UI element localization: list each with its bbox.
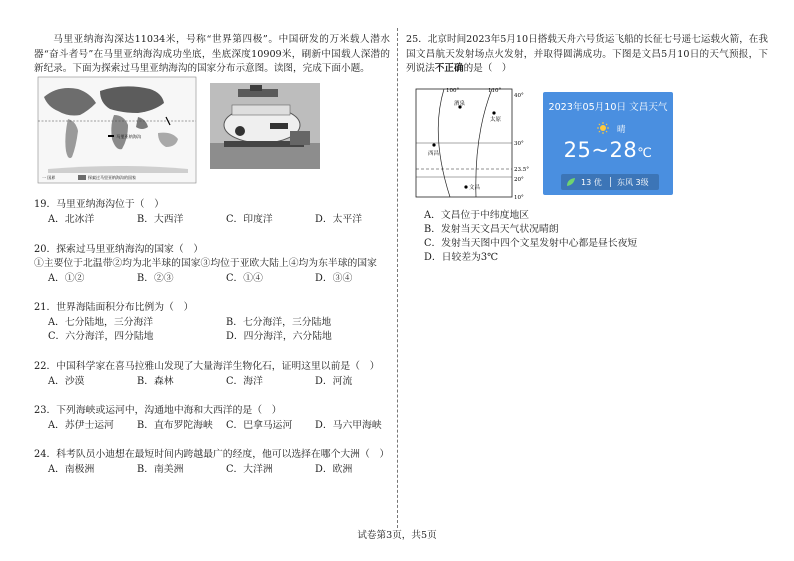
city-jiuquan: 酒泉 <box>454 101 466 107</box>
option-c[interactable]: C．①④ <box>226 273 263 284</box>
option-d[interactable]: D．日较差为3℃ <box>424 252 499 263</box>
figure-row <box>38 77 388 183</box>
options-row <box>34 213 390 227</box>
option-d[interactable]: D．欧洲 <box>315 464 353 475</box>
option-b[interactable]: B．②③ <box>137 273 174 284</box>
question-stem: 24．科考队员小迪想在最短时间内跨越最广的经度，他可以选择在哪个大洲（ ） <box>34 449 390 460</box>
city-xichang: 西昌 <box>428 151 440 157</box>
option-b[interactable]: B．大西洋 <box>137 214 184 225</box>
question-25-stem <box>406 33 768 77</box>
temperature-unit: ℃ <box>637 146 653 161</box>
leaf-icon <box>566 177 576 187</box>
option-d[interactable]: D．四分海洋，六分陆地 <box>226 331 332 342</box>
options-grid <box>34 316 390 344</box>
option-a[interactable]: A．七分陆地，三分海洋 <box>48 317 154 328</box>
lat-40-label: 40° <box>514 93 524 99</box>
option-a[interactable]: A．苏伊士运河 <box>48 420 114 431</box>
question-stem: 23．下列海峡或运河中，沟通地中海和大西洋的是（ ） <box>34 405 282 416</box>
question-stem: 21．世界海陆面积分布比例为（ ） <box>34 302 194 313</box>
q25-stem-emphasis: 不正确 <box>434 63 464 75</box>
page-footer: 试卷第3页，共5页 <box>357 530 437 541</box>
right-column <box>406 33 768 263</box>
temperature-range: 25~28 <box>563 138 638 162</box>
question-22 <box>34 360 390 389</box>
launch-sites-chart <box>410 85 529 201</box>
option-d[interactable]: D．③④ <box>315 273 353 284</box>
temperature-readout <box>543 138 673 162</box>
sun-icon <box>597 122 609 134</box>
option-a[interactable]: A．沙漠 <box>48 376 85 387</box>
q25-stem-part-a: 25．北京时间2023年5月10日搭载天舟六号货运飞船的长征七号遥七运载火箭，在我国文昌航天发射场点火发射，并取得圆满成功。下图是文昌5月10日的天气预报，下列说法 <box>406 34 768 75</box>
column-divider <box>397 28 399 528</box>
lat-30-label: 30° <box>514 141 524 147</box>
question-21 <box>34 301 390 344</box>
option-c[interactable]: C．印度洋 <box>226 214 273 225</box>
air-quality: 13 优 <box>581 178 602 187</box>
option-a[interactable]: A．北冰洋 <box>48 214 95 225</box>
question-20 <box>34 243 390 286</box>
weather-info-bar <box>561 174 659 190</box>
option-c[interactable]: C．海洋 <box>226 376 263 387</box>
q25-stem-part-b: 的是（ ） <box>463 63 512 75</box>
q25-figure-row <box>410 85 770 201</box>
weather-card <box>543 92 673 195</box>
option-b[interactable]: B．发射当天文昌天气状况晴朗 <box>424 224 559 235</box>
legend-border-label: 一 国界 <box>42 175 56 180</box>
option-a[interactable]: A．南极洲 <box>48 464 95 475</box>
city-taiyuan: 太原 <box>490 117 502 123</box>
info-separator <box>610 177 611 187</box>
intro-paragraph: 马里亚纳海沟深达11034米，号称“世界第四极”。中国研发的万米载人潜水器“奋斗者号”在马里亚纳海沟成功坐底，坐底深度10909米，刷新中国载人深潜的新纪录。下面为探索过马里亚纳海沟的国家分布示意图。读图，完成下面小题。 <box>34 34 390 75</box>
q25-options <box>406 209 768 265</box>
legend-explored-label: 探索过马里亚纳海沟的国家 <box>88 175 136 180</box>
options-row <box>34 272 390 286</box>
legend-trench-label: 马里亚纳海沟 <box>116 134 142 139</box>
wind-info: 东风 3级 <box>617 178 649 187</box>
option-b[interactable]: B．七分海洋，三分陆地 <box>226 317 332 328</box>
left-column <box>34 33 390 475</box>
question-stem: 19．马里亚纳海沟位于（ ） <box>34 199 165 210</box>
lat-23-label: 23.5° <box>514 167 529 173</box>
option-c[interactable]: C．六分海洋，四分陆地 <box>48 331 154 342</box>
option-b[interactable]: B．直布罗陀海峡 <box>137 420 213 431</box>
option-b[interactable]: B．森林 <box>137 376 174 387</box>
weather-title: 2023年05月10日 文昌天气 <box>548 102 668 113</box>
option-a[interactable]: A．①② <box>48 273 85 284</box>
question-23 <box>34 404 390 433</box>
submersible-photo <box>210 83 320 169</box>
question-sub-statements: ①主要位于北温带②均为北半球的国家③均位于亚欧大陆上④均为东半球的国家 <box>34 258 377 269</box>
question-stem: 20．探索过马里亚纳海沟的国家（ ） <box>34 244 204 255</box>
lon-110-label: 110° <box>488 88 502 94</box>
options-row <box>34 463 390 477</box>
options-row <box>34 419 390 433</box>
option-d[interactable]: D．河流 <box>315 376 353 387</box>
options-row <box>34 375 390 389</box>
option-c[interactable]: C．大洋洲 <box>226 464 273 475</box>
option-c[interactable]: C．发射当天图中四个文星发射中心都是昼长夜短 <box>424 238 638 249</box>
question-19 <box>34 198 390 227</box>
question-24 <box>34 448 390 477</box>
lat-20-label: 20° <box>514 177 524 183</box>
world-map-figure <box>38 77 196 183</box>
city-wenchang: 文昌 <box>469 185 481 191</box>
option-b[interactable]: B．南美洲 <box>137 464 184 475</box>
weather-condition: 晴 <box>617 125 626 135</box>
lat-10-label: 10° <box>514 195 524 201</box>
lon-100-label: 100° <box>446 88 460 94</box>
option-a[interactable]: A．文昌位于中纬度地区 <box>424 210 530 221</box>
option-d[interactable]: D．马六甲海峡 <box>315 420 382 431</box>
question-stem: 22．中国科学家在喜马拉雅山发现了大量海洋生物化石，证明这里以前是（ ） <box>34 361 380 372</box>
option-d[interactable]: D．太平洋 <box>315 214 363 225</box>
option-c[interactable]: C．巴拿马运河 <box>226 420 293 431</box>
